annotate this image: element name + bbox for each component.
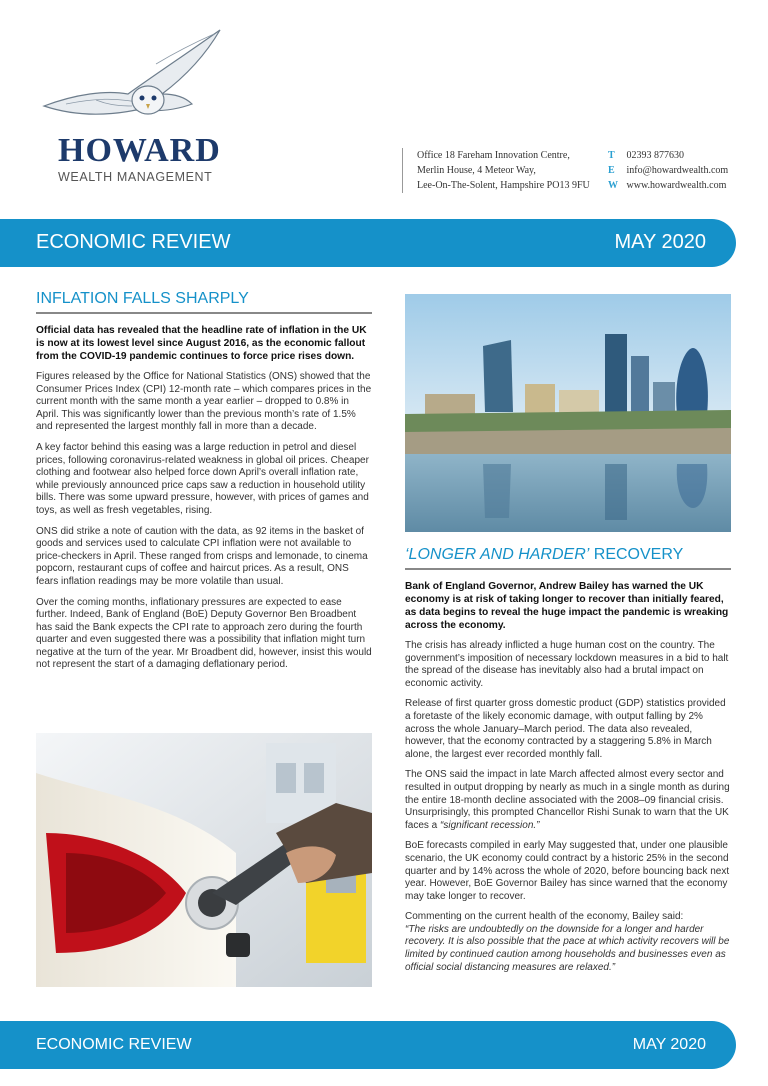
banner-date: MAY 2020	[614, 231, 706, 253]
article-paragraph	[405, 769, 731, 832]
heading-quote: ‘LONGER AND HARDER’	[405, 546, 590, 563]
article-heading: INFLATION FALLS SHARPLY	[36, 290, 372, 314]
paragraph-text: The ONS said the impact in late March affected almost every sector and resulted in output dropping by nearly as much in a single month as during the entire 18-month decline associated with the 2008–09 financial crisis. Unsurprisingly, this prompted Chancellor Rishi Sunak to warn that the UK faces a	[405, 769, 730, 831]
brand-name: HOWARD	[58, 132, 221, 169]
article-paragraph: Over the coming months, inflationary pressures are expected to ease further. Indeed, Bank of England (BoE) Deputy Governor Ben Broadbent has said the Bank expects the CPI rate to approach zero during the fourth quarter and even suggested there was a possibility that inflation might turn negative at the turn of the year. Mr Broadbent did, however, insist this would not represent the start of a damaging deflationary period.	[36, 596, 372, 671]
paragraph-quote: “significant recession.”	[440, 819, 540, 831]
contact-email	[608, 163, 728, 178]
article-paragraph: Release of first quarter gross domestic product (GDP) statistics provided a foretaste of the likely economic damage, with output falling by 2% across the whole January–March period. The data also revealed, however, that the economy contracted by a staggering 5.8% in March alone, the largest ever recorded monthly fall.	[405, 698, 726, 760]
top-banner	[0, 219, 736, 267]
paragraph-text: Commenting on the current health of the economy, Bailey said:	[405, 911, 684, 923]
article-lead: Official data has revealed that the headline rate of inflation in the UK is now at its lowest level since August 2016, as the economic fallout from the COVID-19 pandemic continues to force price rises down.	[36, 325, 367, 362]
footer-date: MAY 2020	[632, 1036, 706, 1053]
web-value[interactable]: www.howardwealth.com	[626, 180, 727, 191]
email-label: E	[608, 165, 615, 176]
owl-logo-icon	[36, 24, 226, 134]
footer-title: ECONOMIC REVIEW	[36, 1036, 192, 1053]
article-paragraph: ONS did strike a note of caution with the data, as 92 items in the basket of goods and services used to calculate CPI inflation were not available to price-checkers in April. These ranged from crisps and lemonade, to cinema popcorn, restaurant cups of coffee and haircut prices. As a result, ONS fears inflation readings may be more volatile than usual.	[36, 525, 368, 587]
article-heading	[405, 546, 731, 570]
web-label: W	[608, 180, 618, 191]
contact-details	[608, 148, 728, 193]
article-lead: Bank of England Governor, Andrew Bailey has warned the UK economy is at risk of taking longer to recover than initially feared, as data begins to reveal the huge impact the pandemic is wreaking across the economy.	[405, 581, 729, 631]
article-recovery	[405, 546, 731, 982]
article-paragraph	[405, 911, 731, 974]
company-address	[402, 148, 590, 193]
phone-label: T	[608, 150, 615, 161]
phone-value[interactable]: 02393 877630	[626, 150, 684, 161]
address-line: Lee-On-The-Solent, Hampshire PO13 9FU	[417, 180, 590, 191]
article-paragraph: A key factor behind this easing was a large reduction in petrol and diesel prices, following coronavirus-related weakness in global oil prices. Cheaper clothing and footwear also helped force down April’s overall inflation rate, while previously announced price caps saw a reduction in household utility bills. There was some upward pressure, however, with prices of games and toys, as well as fresh vegetables, rising.	[36, 441, 369, 516]
address-line: Merlin House, 4 Meteor Way,	[417, 165, 536, 176]
contact-phone	[608, 148, 728, 163]
article-paragraph: The crisis has already inflicted a huge human cost on the country. The government’s imposition of necessary lockdown measures in a bid to halt the spread of the disease has inevitably also had a brutal impact on economic activity.	[405, 640, 729, 689]
address-line: Office 18 Fareham Innovation Centre,	[417, 150, 570, 161]
fuel-pump-photo	[36, 733, 372, 987]
london-skyline-photo	[405, 294, 731, 532]
brand-subtitle: WEALTH MANAGEMENT	[58, 170, 213, 184]
banner-title: ECONOMIC REVIEW	[36, 231, 231, 253]
bottom-banner	[0, 1021, 736, 1069]
paragraph-quote: “The risks are undoubtedly on the downside for a longer and harder recovery. It is also possible that the pace at which activity recovers will be limited by continued caution among households and businesses even as official social distancing measures are relaxed.”	[405, 923, 730, 973]
article-paragraph: Figures released by the Office for National Statistics (ONS) showed that the Consumer Prices Index (CPI) 12-month rate – which compares prices in the current month with the same month a year earlier – dropped to 0.8% in April. This was significantly lower than the previous month’s rate of 1.5% and represented the largest monthly fall in more than a decade.	[36, 371, 372, 433]
article-paragraph: BoE forecasts compiled in early May suggested that, under one plausible scenario, the UK economy could contract by a historic 25% in the second quarter and by 14% across the whole of 2020, before bouncing back next year. However, BoE Governor Bailey has since warned that the economy may take longer to recover.	[405, 840, 730, 902]
heading-rest: RECOVERY	[589, 546, 684, 563]
article-inflation	[36, 290, 372, 680]
company-logo	[36, 24, 226, 194]
contact-web	[608, 178, 728, 193]
email-value[interactable]: info@howardwealth.com	[626, 165, 729, 176]
